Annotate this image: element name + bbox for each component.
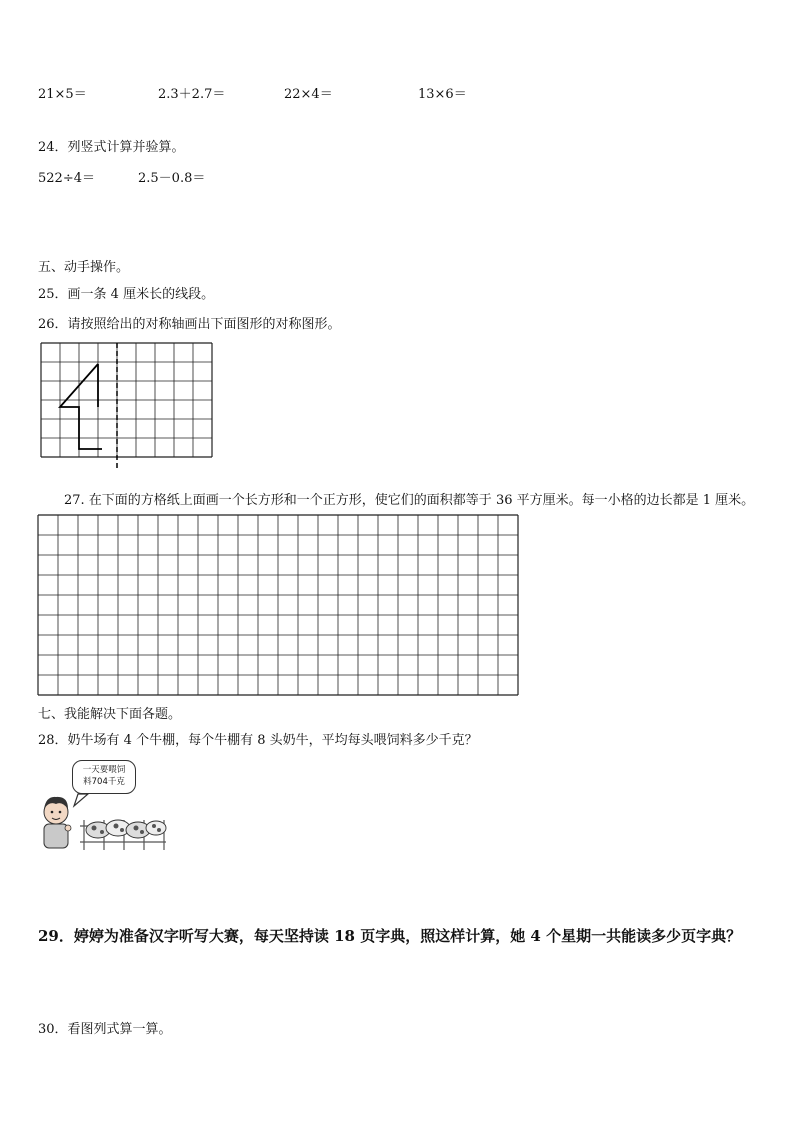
speech-bubble (72, 760, 136, 794)
boy-and-cows-illustration (38, 792, 178, 852)
cows-icon (86, 820, 166, 838)
square-grid-paper (38, 515, 520, 695)
question-26: 26．请按照给出的对称轴画出下面图形的对称图形。 (38, 317, 341, 332)
boy-icon (44, 797, 71, 848)
section-7-heading: 七、我能解决下面各题。 (38, 707, 182, 722)
calc-item-1: 21×5＝ (38, 87, 87, 102)
calc-item-3: 22×4＝ (284, 87, 333, 102)
section-5-heading: 五、动手操作。 (38, 260, 130, 275)
question-30: 30．看图列式算一算。 (38, 1022, 172, 1037)
question-25: 25．画一条 4 厘米长的线段。 (38, 287, 215, 302)
question-24: 24．列竖式计算并验算。 (38, 140, 185, 155)
q24-item-1: 522÷4＝ (38, 171, 95, 186)
q24-item-2: 2.5－0.8＝ (138, 171, 206, 186)
calc-item-2: 2.3＋2.7＝ (158, 87, 226, 102)
calc-item-4: 13×6＝ (418, 87, 467, 102)
bubble-line-2: 料704千克 (83, 777, 125, 787)
symmetry-grid (41, 343, 213, 473)
question-28: 28．奶牛场有 4 个牛棚，每个牛棚有 8 头奶牛，平均每头喂饲料多少千克？ (38, 733, 478, 748)
question-29: 29．婷婷为准备汉字听写大赛，每天坚持读 18 页字典，照这样计算，她 4 个星期一共能读多少页字典？ (38, 927, 742, 945)
question-27: 27. 在下面的方格纸上面画一个长方形和一个正方形，使它们的面积都等于 36 平方厘米。每一小格的边长都是 1 厘米。 (64, 493, 755, 508)
given-shape (60, 364, 102, 449)
bubble-line-1: 一天要喂饲 (82, 765, 126, 775)
